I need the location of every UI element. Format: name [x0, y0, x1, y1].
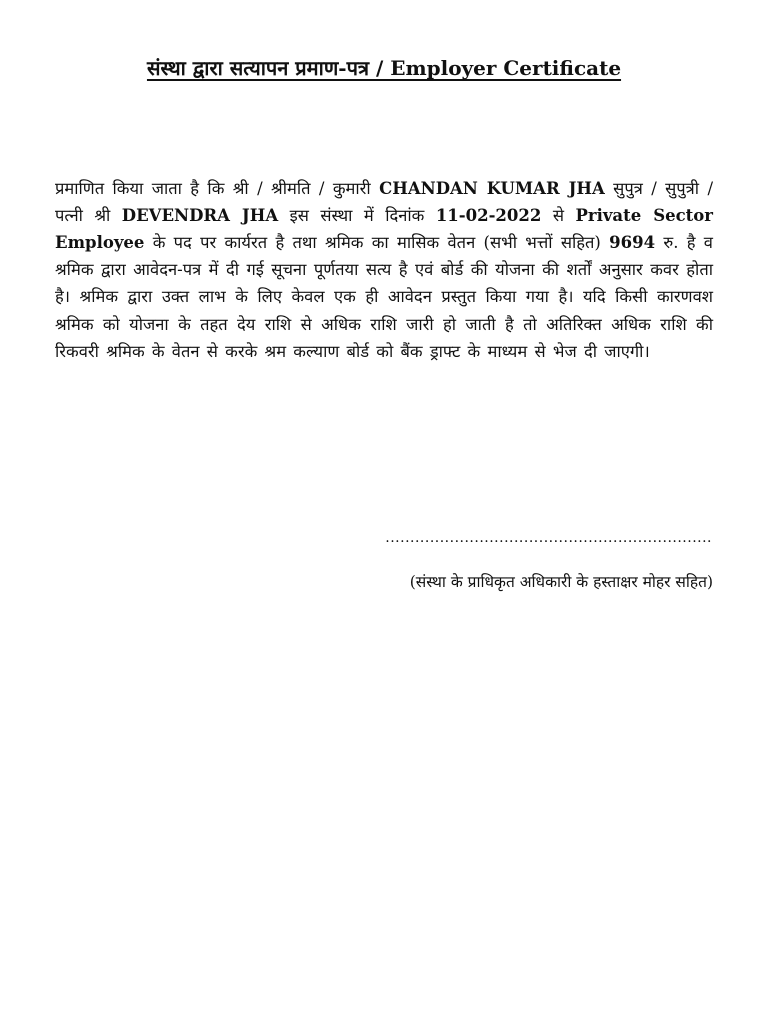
body-text-part-5: के पद पर कार्यरत है तथा श्रमिक का मासिक वेतन (सभी भत्तों सहित): [144, 232, 610, 252]
certificate-title: संस्था द्वारा सत्यापन प्रमाण-पत्र / Employer Certificate: [146, 56, 622, 80]
body-text-part-6: रु. है व श्रमिक द्वारा आवेदन-पत्र में दी गई सूचना पूर्णतया सत्य है एवं बोर्ड की योजना की शर्तों अनुसार कवर होता है। श्रमिक द्वारा उक्त लाभ के लिए केवल एक ही आवेदन प्रस्तुत किया गया है। यदि किसी कारणवश श्रमिक को योजना के तहत देय राशि से अधिक राशि जारी हो जाती है तो अतिरिक्त अधिक राशि की रिकवरी श्रमिक के वेतन से करके श्रम कल्याण बोर्ड को बैंक ड्राफ्ट के माध्यम से भेज दी जाएगी।: [55, 232, 713, 361]
body-text-part-1: प्रमाणित किया जाता है कि श्री / श्रीमति / कुमारी: [55, 178, 380, 198]
guardian-name: DEVENDRA JHA: [121, 205, 279, 225]
body-text-part-2: सुपुत्र / सुपुत्री / पत्नी श्री: [55, 178, 713, 225]
worker-name: CHANDAN KUMAR JHA: [379, 178, 605, 198]
body-text-part-4: से: [541, 205, 576, 225]
designation: Private Sector Employee: [55, 205, 713, 252]
certificate-body: [55, 175, 713, 365]
monthly-salary: 9694: [609, 232, 656, 252]
body-text-part-3: इस संस्था में दिनांक: [278, 205, 436, 225]
signature-line: ..................................................................: [385, 530, 712, 546]
signature-caption: (संस्था के प्राधिकृत अधिकारी के हस्ताक्षर मोहर सहित): [409, 573, 713, 591]
joining-date: 11-02-2022: [435, 205, 542, 225]
